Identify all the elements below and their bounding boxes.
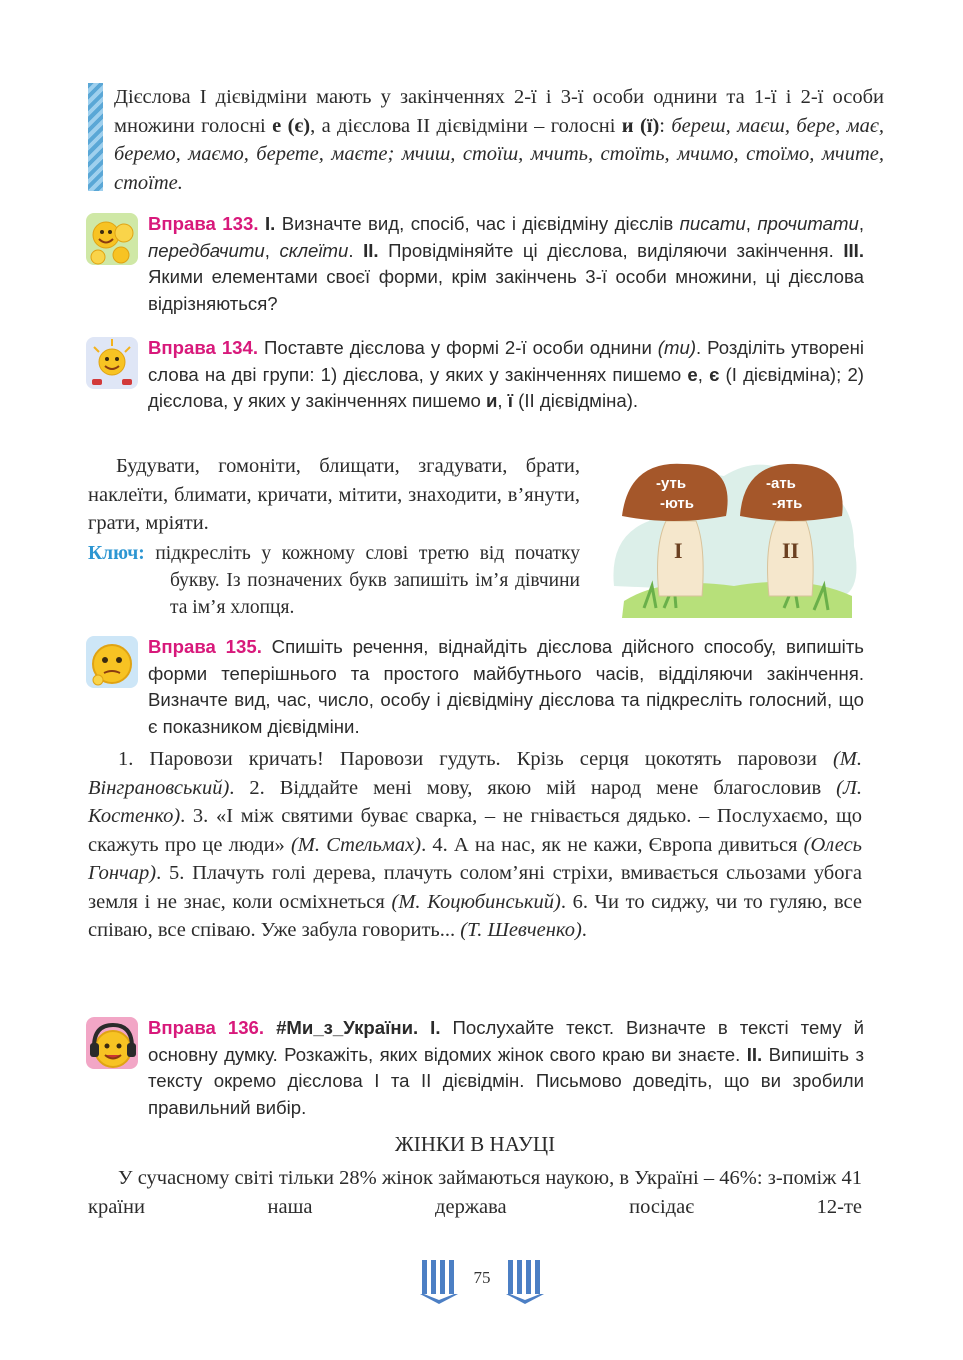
verb-word: склеїти [279, 239, 349, 261]
author: (М. Коцюбинський) [391, 890, 561, 913]
ending-label: -ють [660, 495, 694, 512]
text-part: , [745, 213, 758, 234]
exercise-136-text [148, 1015, 864, 1121]
author: (Т. Шевченко) [460, 919, 582, 941]
text-part: Послухайте текст. Визначте в тексті тему й основну думку. Розкажіть, яких відомих жінок свого краю ви знаєте. [148, 1017, 864, 1065]
sentence: . [581, 919, 587, 941]
sentence: . 6. Чи то сиджу, чи то гуляю, все співаю, все співаю. Уже забула говорить... [88, 890, 862, 941]
intro-paragraph: У сучасному світі тільки 28% жінок займаються наукою, в Україні – 46%: з-поміж 41 країни наша держава посідає 12-те [88, 1167, 862, 1218]
letter: и [485, 390, 498, 411]
text-part: Визначте вид, спосіб, час і дієвідміну дієслів [275, 213, 680, 234]
sentences-paragraph [88, 745, 862, 945]
sentence: . 4. А на нас, як не кажи, Європа дивиться [421, 833, 804, 856]
text-part: Провідміняйте ці дієслова, виділяючи закінчення. [378, 239, 844, 261]
text-part: (ІІ дієвідміна). [513, 390, 639, 411]
conjugation-number: ІІ [782, 538, 800, 563]
roman-numeral: ІІ. [363, 239, 379, 261]
author: (Л. Костенко) [88, 776, 862, 827]
rule-text-part: Дієслова І дієвідміни мають у закінченнях 2-ї і 3-ї особи однини та 1-ї і 2-ї особи множини голосні [114, 86, 884, 137]
sun-smiley-icon [86, 337, 138, 389]
text-part: , [858, 213, 864, 234]
ending-label: -ять [772, 495, 803, 512]
text-part: . [348, 239, 364, 261]
ornament-right-icon [504, 1256, 546, 1306]
text-part: Випишіть з тексту окремо дієслова І та ІІ дієвідмін. Письмово доведіть, що ви зробили правильний вибір. [148, 1043, 864, 1118]
verb-word: прочитати [757, 213, 859, 234]
letter: е [687, 363, 698, 385]
sentence: 1. Паровози кричать! Паровози гудуть. Крізь серця цокотять паровози [118, 748, 833, 770]
letter: ї [507, 390, 513, 411]
exercise-135-text [148, 634, 864, 740]
text-part: Спишіть речення, віднайдіть дієслова дійсного способу, випишіть форми теперішнього та простого майбутнього часів, відділяючи закінчення. Визначте вид, час, число, особу і дієвідміну дієслова та підкресліть голосний, що є показником дієвідміни. [148, 636, 864, 737]
ornament-left-icon [418, 1256, 460, 1306]
rule-text-part: : [659, 114, 672, 137]
ending-label: -ать [766, 475, 796, 492]
verb-list: Будувати, гомоніти, блищати, згадувати, брати, наклеїти, блимати, кричати, мітити, знаходити, в’янути, грати, мріяти. [88, 455, 580, 534]
text-part: , [264, 239, 280, 261]
author: (М. Стельмах) [290, 833, 422, 856]
key-text: підкресліть у кожному слові третю від початку букву. Із позначених букв запишіть ім’я дівчини та ім’я хлопця. [144, 543, 580, 618]
text-heading: ЖІНКИ В НАУЦІ [394, 1132, 556, 1156]
sentence: . 3. «І між святими буває сварка, – не гнівається дядько. – Послухаємо, що скажуть про це люди» [88, 805, 862, 856]
verb-word: передбачити [148, 239, 265, 261]
mushroom-illustration [604, 446, 862, 618]
rule-vowels-2: и (ї) [621, 114, 660, 137]
roman-numeral: І. [264, 213, 276, 234]
author: (Олесь Гончар) [88, 833, 862, 884]
headphones-smiley-icon [86, 1017, 138, 1069]
rule-examples-1: береш, маєш, бере, має, беремо, маємо, берете, маєте; [114, 114, 884, 165]
rule-vowels-1: е (є) [272, 114, 311, 137]
roman-numeral: ІІ. [746, 1043, 763, 1065]
exercise-label: Вправа 135. [148, 636, 262, 657]
sentence: . 5. Плачуть голі дерева, плачуть солом’яні стріхи, вмивається сльозами убога земля і не знає, коли осміхнеться [88, 862, 862, 913]
text-part: , [697, 363, 710, 385]
hashtag: #Ми_з_України. [264, 1017, 419, 1038]
verb-word: писати [679, 213, 746, 234]
rule-text-part: , а дієслова ІІ дієвідміни – голосні [310, 114, 622, 137]
exercise-134-text [148, 335, 864, 415]
key-label: Ключ: [88, 543, 145, 564]
text-part: , [497, 390, 508, 411]
ending-label: -уть [656, 475, 687, 492]
rule-box [88, 83, 884, 194]
exercise-label: Вправа 134. [148, 337, 259, 358]
exercise-label: Вправа 133. [148, 213, 259, 234]
text-part: . Розділіть утворені слова на дві групи: 1) дієслова, у яких у закінченнях пишемо [148, 337, 864, 385]
roman-numeral: І. [418, 1017, 441, 1038]
smiley-group-icon [86, 213, 138, 265]
page-number: 75 [473, 1268, 491, 1287]
roman-numeral: ІІІ. [843, 239, 864, 261]
text-part: Поставте дієслова у формі 2-ї особи однини [258, 337, 658, 358]
thinking-smiley-icon [86, 636, 138, 688]
pronoun: (ти) [657, 337, 697, 358]
author: (М. Вінграновський) [88, 748, 862, 799]
key-instruction [88, 540, 580, 621]
rule-text [114, 83, 884, 197]
text-part: Якими елементами своєї форми, крім закінчень 3-ї особи множини, ці дієслова відрізняються? [148, 266, 864, 314]
letter: є [709, 363, 720, 385]
conjugation-number: І [674, 538, 683, 563]
rule-examples-2: мчиш, стоїш, мчить, стоїть, мчимо, стоїмо, мчите, стоїте. [114, 143, 884, 194]
exercise-label: Вправа 136. [148, 1017, 265, 1038]
sentence: . 2. Віддайте мені мову, якою мій народ мене благословив [229, 776, 837, 799]
text-part: (І дієвідміна); 2) дієслова, у яких у закінченнях пишемо [148, 363, 864, 411]
rule-marker-bar [88, 83, 103, 191]
exercise-133-text [148, 211, 864, 317]
